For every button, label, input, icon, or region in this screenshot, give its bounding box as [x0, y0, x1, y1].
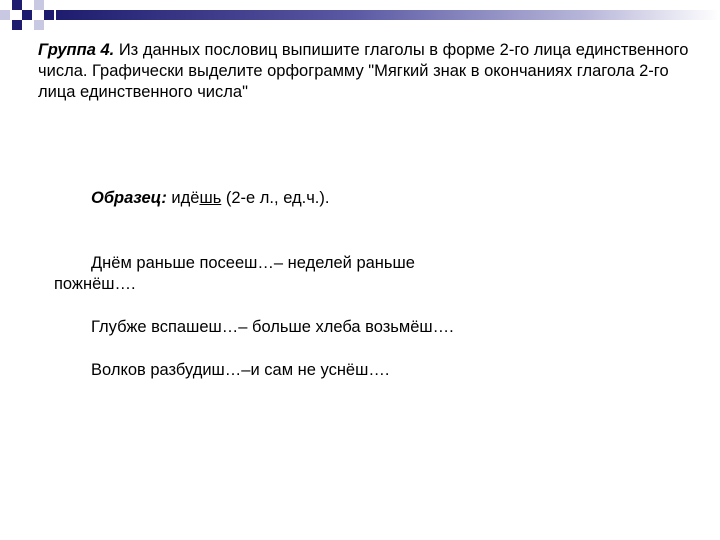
decor-square: [34, 0, 44, 10]
example-line: [91, 188, 329, 209]
gradient-bar: [56, 10, 720, 20]
proverb-1: Днём раньше посееш…– неделей раньше пожнёш….: [54, 254, 415, 293]
example-word-stem: идё: [166, 189, 200, 207]
decor-square: [0, 10, 10, 20]
slide-decoration: [0, 0, 720, 40]
task-label: Группа 4.: [38, 41, 115, 59]
decor-square: [44, 10, 54, 20]
task-heading: [38, 40, 698, 103]
decor-square: [12, 20, 22, 30]
decor-square: [12, 0, 22, 10]
proverb-3: Волков разбудиш…–и сам не уснёш….: [91, 361, 390, 379]
task-text: Из данных пословиц выпишите глаголы в форме 2-го лица единственного числа. Графически выделите орфограмму "Мягкий знак в окончаниях глагола 2-го лица единственного числа": [38, 41, 689, 101]
decor-square: [22, 10, 32, 20]
proverb-2: Глубже вспашеш…– больше хлеба возьмёш….: [91, 318, 454, 336]
example-label: Образец:: [91, 189, 167, 207]
example-note: (2-е л., ед.ч.).: [221, 189, 330, 207]
decor-square: [34, 20, 44, 30]
example-word-ending: шь: [199, 189, 222, 207]
